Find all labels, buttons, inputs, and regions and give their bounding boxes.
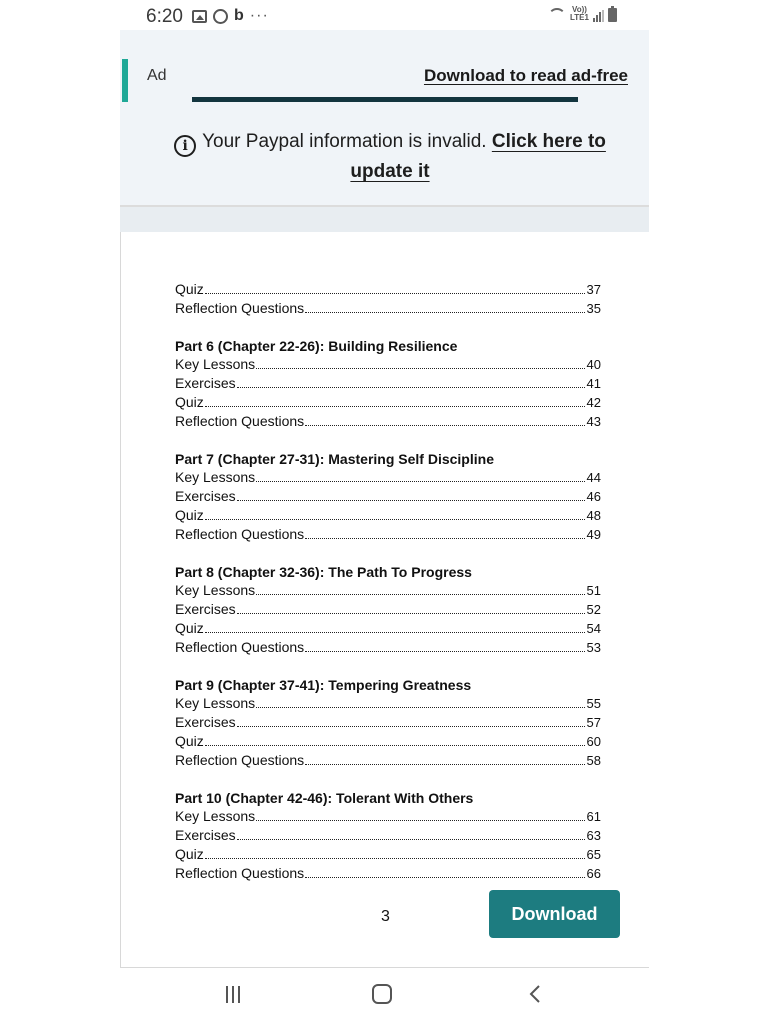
toc-entry-label: Quiz xyxy=(175,846,204,862)
toc-entry-page: 43 xyxy=(586,414,601,429)
toc-entry-page: 37 xyxy=(586,282,601,297)
toc-entry-page: 42 xyxy=(586,395,601,410)
home-icon[interactable] xyxy=(372,984,392,1004)
bing-icon: b xyxy=(234,7,244,24)
toc-entry-page: 60 xyxy=(586,734,601,749)
toc-entry-page: 46 xyxy=(586,489,601,504)
paypal-notice xyxy=(120,102,649,206)
toc-entry-label: Key Lessons xyxy=(175,469,256,485)
toc-entry-label: Key Lessons xyxy=(175,356,256,372)
toc-section-heading: Part 8 (Chapter 32-36): The Path To Progress xyxy=(175,564,472,580)
back-icon[interactable] xyxy=(526,984,546,1004)
toc-entry xyxy=(175,488,601,507)
toc-entry xyxy=(175,413,601,432)
toc-leader-dots xyxy=(237,838,585,840)
gallery-icon xyxy=(192,10,207,23)
toc-section-heading: Part 10 (Chapter 42-46): Tolerant With Others xyxy=(175,790,474,806)
toc-entry-page: 61 xyxy=(586,809,601,824)
notice-message xyxy=(160,127,620,186)
notice-text: Your Paypal information is invalid. xyxy=(202,131,487,152)
toc-entry-page: 58 xyxy=(586,753,601,768)
toc-entry xyxy=(175,733,601,752)
toc-entry-label: Quiz xyxy=(175,733,204,749)
toc-leader-dots xyxy=(237,499,585,501)
toc-entry-page: 41 xyxy=(586,376,601,391)
toc-entry xyxy=(175,582,601,601)
navigation-bar xyxy=(0,968,768,1024)
toc-entry xyxy=(175,695,601,714)
toc-leader-dots xyxy=(305,763,584,765)
ad-banner xyxy=(120,30,649,103)
toc-entry xyxy=(175,620,601,639)
toc-leader-dots xyxy=(256,480,584,482)
whatsapp-icon xyxy=(213,9,228,24)
toc-leader-dots xyxy=(256,706,584,708)
toc-entry-page: 63 xyxy=(586,828,601,843)
toc-entry-label: Key Lessons xyxy=(175,582,256,598)
toc-entry-label: Reflection Questions xyxy=(175,752,305,768)
status-bar xyxy=(0,0,768,30)
toc-section xyxy=(175,789,601,884)
toc-entry xyxy=(175,281,601,300)
toc-entry-page: 66 xyxy=(586,866,601,881)
toc-entry-page: 54 xyxy=(586,621,601,636)
lte-label: LTE1 xyxy=(570,13,589,22)
toc-entry-page: 48 xyxy=(586,508,601,523)
battery-icon xyxy=(608,8,617,22)
toc-entry-label: Quiz xyxy=(175,620,204,636)
toc-entry-page: 57 xyxy=(586,715,601,730)
toc-section xyxy=(175,337,601,432)
download-ad-free-link[interactable]: Download to read ad-free xyxy=(423,66,628,85)
toc-entry-label: Quiz xyxy=(175,507,204,523)
toc-entry-label: Exercises xyxy=(175,601,236,617)
toc-leader-dots xyxy=(205,631,585,633)
toc-entry-label: Key Lessons xyxy=(175,695,256,711)
wifi-icon xyxy=(548,8,566,22)
toc-entry-page: 49 xyxy=(586,527,601,542)
toc-section-heading: Part 6 (Chapter 22-26): Building Resilience xyxy=(175,338,458,354)
system-icons xyxy=(548,6,617,22)
toc-entry-label: Reflection Questions xyxy=(175,413,305,429)
notification-icons xyxy=(192,8,269,24)
toc-entry-page: 35 xyxy=(586,301,601,316)
toc-leader-dots xyxy=(256,367,584,369)
toc-entry-page: 65 xyxy=(586,847,601,862)
toc-entry xyxy=(175,469,601,488)
toc-section-heading: Part 9 (Chapter 37-41): Tempering Greatness xyxy=(175,677,472,693)
toc-entry xyxy=(175,300,601,319)
toc-entry xyxy=(175,601,601,620)
toc-entry-page: 53 xyxy=(586,640,601,655)
toc-entry xyxy=(175,356,601,375)
toc-section xyxy=(175,450,601,545)
toc-leader-dots xyxy=(305,650,584,652)
toc-entry xyxy=(175,375,601,394)
divider xyxy=(120,205,649,232)
toc-entry xyxy=(175,526,601,545)
toc-leader-dots xyxy=(256,593,584,595)
toc-entry-label: Exercises xyxy=(175,488,236,504)
toc-entry xyxy=(175,507,601,526)
toc-entry xyxy=(175,714,601,733)
toc-leader-dots xyxy=(237,612,585,614)
toc-entry-label: Quiz xyxy=(175,281,204,297)
toc-entry-label: Exercises xyxy=(175,375,236,391)
status-time: 6:20 xyxy=(146,6,183,27)
toc-leader-dots xyxy=(237,386,585,388)
ad-label: Ad xyxy=(147,67,167,84)
toc-leader-dots xyxy=(305,876,584,878)
info-icon: i xyxy=(174,135,196,157)
toc-leader-dots xyxy=(205,857,585,859)
update-payment-link[interactable]: Click here to update it xyxy=(350,131,606,182)
toc-entry xyxy=(175,827,601,846)
toc-entry xyxy=(175,865,601,884)
download-button[interactable]: Download xyxy=(489,890,620,938)
toc-entry-page: 55 xyxy=(586,696,601,711)
toc-leader-dots xyxy=(305,537,584,539)
volte-label: Vo)) xyxy=(572,5,587,14)
toc-entry-label: Quiz xyxy=(175,394,204,410)
toc-entry xyxy=(175,752,601,771)
toc-entry-label: Key Lessons xyxy=(175,808,256,824)
toc-entry-page: 51 xyxy=(586,583,601,598)
toc-entry-page: 40 xyxy=(586,357,601,372)
signal-icon xyxy=(593,10,604,22)
toc-entry xyxy=(175,394,601,413)
toc-entry-page: 44 xyxy=(586,470,601,485)
toc-entry-label: Reflection Questions xyxy=(175,526,305,542)
toc-leader-dots xyxy=(305,311,584,313)
toc-section xyxy=(175,563,601,658)
toc-leader-dots xyxy=(205,292,585,294)
toc-entry-label: Reflection Questions xyxy=(175,865,305,881)
toc-entry-label: Reflection Questions xyxy=(175,639,305,655)
document-page[interactable] xyxy=(120,232,649,968)
recents-icon[interactable] xyxy=(226,986,240,1003)
toc-leader-dots xyxy=(205,405,585,407)
toc-entry xyxy=(175,808,601,827)
toc-leader-dots xyxy=(237,725,585,727)
page-number: 3 xyxy=(381,908,390,925)
toc-entry xyxy=(175,639,601,658)
toc-section xyxy=(175,676,601,771)
toc-entry xyxy=(175,846,601,865)
toc-section-heading: Part 7 (Chapter 27-31): Mastering Self Discipline xyxy=(175,451,494,467)
toc-entry-page: 52 xyxy=(586,602,601,617)
toc-entry-label: Exercises xyxy=(175,714,236,730)
table-of-contents xyxy=(175,281,601,884)
toc-leader-dots xyxy=(305,424,584,426)
toc-entry-label: Exercises xyxy=(175,827,236,843)
toc-leader-dots xyxy=(205,744,585,746)
toc-leader-dots xyxy=(205,518,585,520)
ad-accent-bar xyxy=(122,59,128,102)
volte-icon xyxy=(570,6,589,22)
more-icon: ··· xyxy=(249,7,269,24)
toc-leader-dots xyxy=(256,819,584,821)
toc-entry-label: Reflection Questions xyxy=(175,300,305,316)
